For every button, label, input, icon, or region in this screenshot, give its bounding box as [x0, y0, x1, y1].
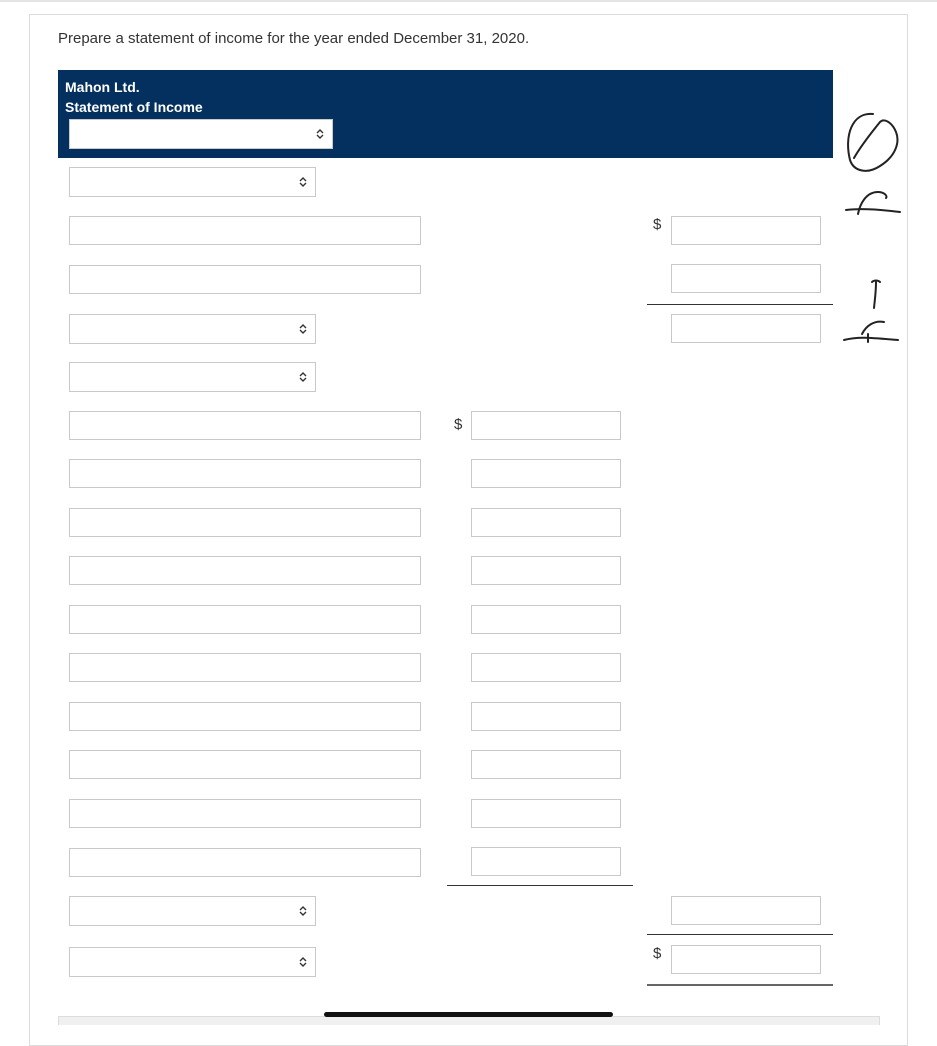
amount-input-detail-col[interactable]	[471, 508, 621, 537]
up-down-caret-icon	[316, 128, 324, 140]
account-label-input[interactable]	[69, 605, 421, 634]
subtotal-rule	[647, 934, 833, 935]
company-name: Mahon Ltd.	[65, 79, 140, 95]
dollar-sign: $	[653, 216, 662, 233]
amount-input-total-col[interactable]	[671, 896, 821, 925]
account-label-input[interactable]	[69, 702, 421, 731]
statement-header	[58, 70, 833, 158]
account-label-input[interactable]	[69, 216, 421, 245]
amount-input-total-col[interactable]	[671, 264, 821, 293]
account-label-input[interactable]	[69, 653, 421, 682]
account-label-input[interactable]	[69, 556, 421, 585]
account-label-input[interactable]	[69, 508, 421, 537]
double-underline-rule	[647, 984, 833, 986]
account-select-2[interactable]	[69, 314, 316, 344]
amount-input-total-col[interactable]	[671, 216, 821, 245]
dollar-sign: $	[454, 416, 463, 433]
subtotal-rule	[647, 304, 833, 305]
amount-input-detail-col[interactable]	[471, 750, 621, 779]
handwritten-annotation-icon	[838, 108, 908, 358]
amount-input-detail-col[interactable]	[471, 702, 621, 731]
amount-input-detail-col[interactable]	[471, 556, 621, 585]
account-label-input[interactable]	[69, 265, 421, 294]
statement-title: Statement of Income	[65, 99, 203, 115]
instruction-text: Prepare a statement of income for the year ended December 31, 2020.	[58, 30, 530, 47]
amount-input-detail-col[interactable]	[471, 411, 621, 440]
account-select-1[interactable]	[69, 167, 316, 197]
amount-input-net-income[interactable]	[671, 945, 821, 974]
subtotal-rule	[447, 885, 633, 886]
amount-input-detail-col[interactable]	[471, 605, 621, 634]
dollar-sign: $	[653, 945, 662, 962]
up-down-caret-icon	[299, 956, 307, 968]
top-divider	[0, 0, 937, 2]
amount-input-detail-col[interactable]	[471, 799, 621, 828]
up-down-caret-icon	[299, 905, 307, 917]
amount-input-detail-col[interactable]	[471, 847, 621, 876]
amount-input-detail-col[interactable]	[471, 653, 621, 682]
period-select[interactable]	[69, 119, 333, 149]
account-label-input[interactable]	[69, 459, 421, 488]
up-down-caret-icon	[299, 176, 307, 188]
account-label-input[interactable]	[69, 799, 421, 828]
up-down-caret-icon	[299, 323, 307, 335]
account-label-input[interactable]	[69, 848, 421, 877]
account-select-3[interactable]	[69, 362, 316, 392]
account-select-4[interactable]	[69, 896, 316, 926]
account-label-input[interactable]	[69, 750, 421, 779]
scroll-indicator[interactable]	[324, 1012, 613, 1017]
amount-input-detail-col[interactable]	[471, 459, 621, 488]
account-label-input[interactable]	[69, 411, 421, 440]
account-select-5[interactable]	[69, 947, 316, 977]
amount-input-total-col[interactable]	[671, 314, 821, 343]
up-down-caret-icon	[299, 371, 307, 383]
